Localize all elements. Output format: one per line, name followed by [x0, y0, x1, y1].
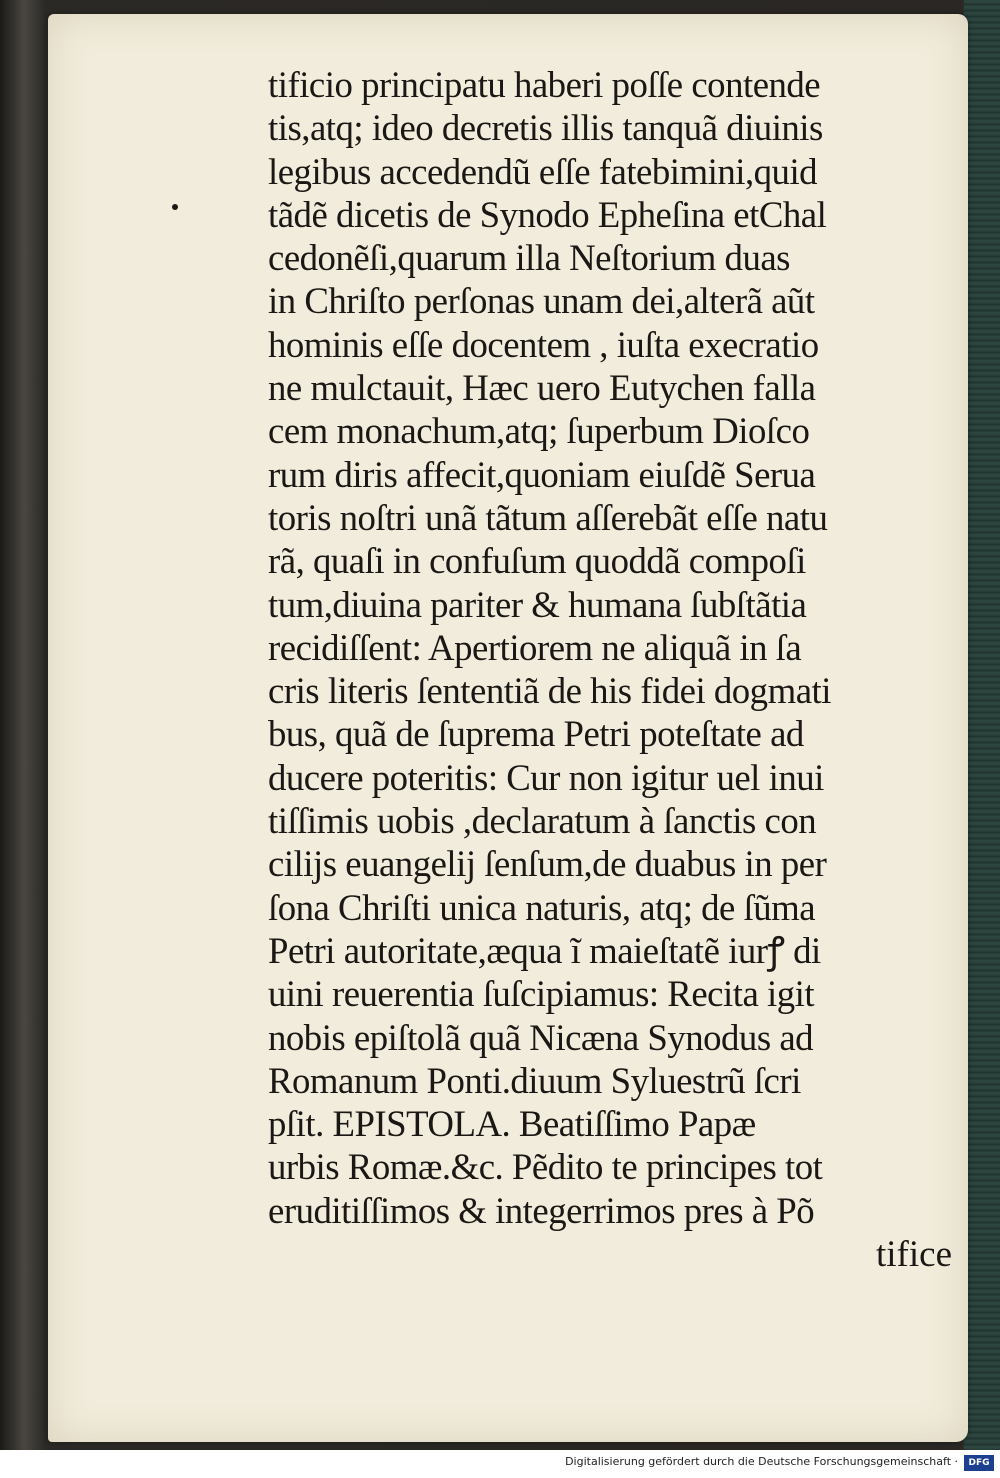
text-line: ducere poteritis: Cur non igitur uel inui — [268, 757, 824, 799]
footer-credit: Digitalisierung gefördert durch die Deutsche Forschungsgemeinschaft · — [565, 1455, 958, 1468]
text-line: in Chriſto perſonas unam dei,alterã aũt — [268, 281, 815, 323]
text-line: pſit. EPISTOLA. Beatiſſimo Papæ — [268, 1104, 756, 1146]
text-line: cem monachum,atq; ſuperbum Dioſco — [268, 411, 810, 453]
catchword: tifice — [875, 1234, 952, 1276]
margin-mark — [172, 204, 178, 210]
text-line: tis,atq; ideo decretis illis tanquã diuinis — [268, 108, 823, 150]
text-line: rã, quaſi in confuſum quoddã compoſi — [268, 541, 806, 583]
text-line: rum diris affecit,quoniam eiuſdẽ Serua — [268, 454, 816, 496]
text-line: ſona Chriſti unica naturis, atq; de ſũma — [268, 887, 816, 929]
text-line: tum,diuina pariter & humana ſubſtãtia — [268, 584, 807, 626]
text-line: recidiſſent: Apertiorem ne aliquã in ſa — [268, 627, 802, 669]
text-line: urbis Romæ.&c. Pẽdito te principes tot — [268, 1147, 823, 1189]
page-text-block — [268, 64, 962, 1276]
text-line: uini reuerentia ſuſcipiamus: Recita igit — [268, 974, 815, 1016]
text-line: bus, quã de ſuprema Petri poteſtate ad — [268, 714, 804, 756]
text-line: tiſſimis uobis ,declaratum à ſanctis con — [268, 801, 817, 843]
text-line: Petri autoritate,æqua ĩ maieſtatẽ iurꝭ di — [268, 930, 821, 972]
digitization-footer — [0, 1450, 1000, 1478]
text-line: hominis eſſe docentem , iuſta execratio — [268, 324, 819, 366]
text-line: legibus accedendũ eſſe fatebimini,quid — [268, 151, 818, 193]
text-line: cilijs euangelij ſenſum,de duabus in per — [268, 844, 827, 886]
dfg-logo-icon: DFG — [964, 1455, 994, 1471]
book-cover-cloth-right — [964, 0, 1000, 1450]
text-line: tãdẽ dicetis de Synodo Epheſina etChal — [268, 194, 827, 236]
text-line: cris literis ſententiã de his fidei dogmati — [268, 671, 831, 713]
text-line: Romanum Ponti.diuum Syluestrũ ſcri — [268, 1060, 801, 1102]
text-line: cedonẽſi,quarum illa Neſtorium duas — [268, 238, 791, 280]
text-line: ne mulctauit, Hæc uero Eutychen falla — [268, 368, 816, 410]
book-binding-left — [0, 0, 44, 1450]
text-line: nobis epiſtolã quã Nicæna Synodus ad — [268, 1017, 814, 1059]
text-line: toris noſtri unã tãtum aſſerebãt eſſe natu — [268, 497, 828, 539]
text-line: tificio principatu haberi poſſe contende — [268, 65, 821, 106]
text-line: eruditiſſimos & integerrimos pres à Põ — [268, 1190, 815, 1232]
